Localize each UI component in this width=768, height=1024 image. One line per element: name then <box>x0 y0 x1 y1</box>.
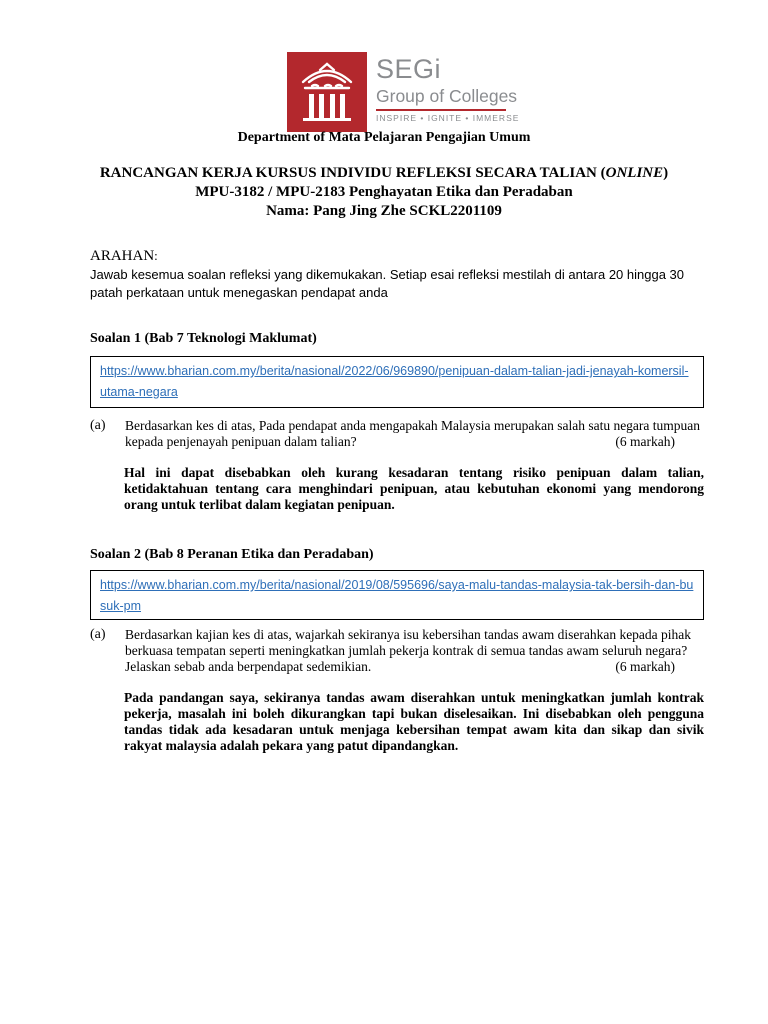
question-1-prompt: Berdasarkan kes di atas, Pada pendapat anda mengapakah Malaysia merupakan salah satu negara tumpuan kepada penjenayah penipuan dalam talian? <box>125 418 701 449</box>
question-1-link[interactable]: https://www.bharian.com.my/berita/nasional/2022/06/969890/penipuan-dalam-talian-jadi-jenayah-komersil-utama-negara <box>100 364 689 399</box>
question-2-link-box <box>90 570 704 620</box>
student-name: Nama: Pang Jing Zhe SCKL2201109 <box>266 203 502 219</box>
question-2-label: (a) <box>90 627 106 642</box>
logo-divider <box>376 109 506 111</box>
question-2-marks: (6 markah) <box>615 659 675 674</box>
question-2-answer: Pada pandangan saya, sekiranya tandas awam diserahkan untuk meningkatkan jumlah kontrak pekerja, masalah ini boleh dikurangkan tapi bukan diselesaikan. Ini disebabkan oleh pengguna tandas tidak ada kesadaran untuk menjaga kebersihan tempat awam kita dan sikap dan sivik rakyat malaysia adalah pekara yang patut dipandangkan. <box>124 690 704 753</box>
question-1-label: (a) <box>90 418 106 433</box>
question-1-link-box <box>90 356 704 408</box>
question-2-title: Soalan 2 (Bab 8 Peranan Etika dan Peradaban) <box>90 547 374 562</box>
document-title <box>0 165 768 182</box>
question-1-marks: (6 markah) <box>615 434 675 449</box>
arahan-label: ARAHAN <box>90 248 155 264</box>
segi-emblem-icon <box>287 52 367 132</box>
segi-logo <box>287 52 537 132</box>
arahan-colon: : <box>154 248 158 263</box>
department-title: Department of Mata Pelajaran Pengajian Umum <box>237 130 531 145</box>
logo-brand: SEGi <box>376 54 442 84</box>
question-2-prompt: Berdasarkan kajian kes di atas, wajarkah sekiranya isu kebersihan tandas awam diserahkan kepada pihak berkuasa tempatan seperti meningkatkan jumlah pekerja kontrak di semua tandas awam seluruh negara? Jelaskan sebab anda berpendapat sedemikian. <box>125 627 692 674</box>
instructions-heading <box>90 248 158 265</box>
question-1-text <box>125 418 705 450</box>
instructions-text: Jawab kesemua soalan refleksi yang dikemukakan. Setiap esai refleksi mestilah di antara 20 hingga 30 patah perkataan untuk menegaskan pendapat anda <box>90 267 685 300</box>
title-prefix: RANCANGAN KERJA KURSUS INDIVIDU REFLEKSI SECARA TALIAN ( <box>99 165 606 181</box>
logo-subtitle: Group of Colleges <box>376 86 518 106</box>
course-title: MPU-3182 / MPU-2183 Penghayatan Etika dan Peradaban <box>195 184 573 200</box>
title-suffix: ) <box>663 165 669 181</box>
question-2-link[interactable]: https://www.bharian.com.my/berita/nasional/2019/08/595696/saya-malu-tandas-malaysia-tak-bersih-dan-busuk-pm <box>100 578 694 613</box>
logo-tagline: INSPIRE • IGNITE • IMMERSE <box>376 113 520 123</box>
question-2-text <box>125 627 705 675</box>
question-1-answer: Hal ini dapat disebabkan oleh kurang kesadaran tentang risiko penipuan dalam talian, ketidaktahuan tentang cara menghindari penipuan, atau kebutuhan ekonomi yang mendorong orang untuk terlibat dalam kegiatan penipuan. <box>124 465 704 512</box>
title-italic: ONLINE <box>605 165 664 181</box>
question-1-title: Soalan 1 (Bab 7 Teknologi Maklumat) <box>90 331 317 346</box>
